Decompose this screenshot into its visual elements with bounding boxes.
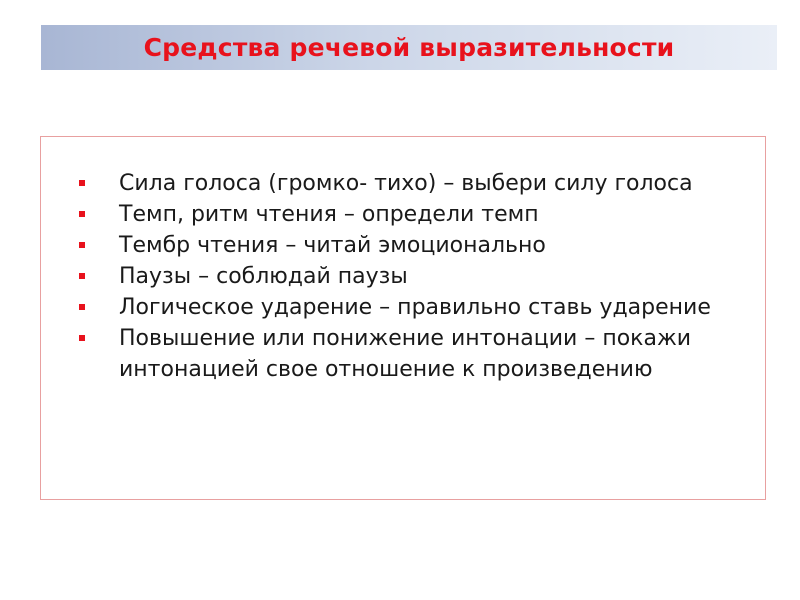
bullet-icon: [79, 335, 85, 341]
list-item: [79, 261, 719, 292]
list-item-text: Логическое ударение – правильно ставь ударение: [119, 295, 711, 320]
content-box: [40, 136, 766, 500]
list-item: [79, 168, 719, 199]
bullet-icon: [79, 242, 85, 248]
bullet-icon: [79, 211, 85, 217]
slide-title: Средства речевой выразительности: [143, 33, 675, 62]
bullet-icon: [79, 180, 85, 186]
bullet-list: [79, 168, 719, 385]
title-banner: [41, 25, 777, 70]
list-item: [79, 292, 719, 323]
list-item-text: Тембр чтения – читай эмоционально: [119, 233, 546, 258]
list-item-text: Паузы – соблюдай паузы: [119, 264, 408, 289]
bullet-icon: [79, 304, 85, 310]
list-item-text: Темп, ритм чтения – определи темп: [119, 202, 539, 227]
bullet-icon: [79, 273, 85, 279]
list-item-text: Повышение или понижение интонации – покажи интонацией свое отношение к произведению: [119, 326, 692, 382]
list-item: [79, 199, 719, 230]
list-item-text: Сила голоса (громко- тихо) – выбери силу голоса: [119, 171, 693, 196]
list-item: [79, 230, 719, 261]
list-item: [79, 323, 719, 385]
